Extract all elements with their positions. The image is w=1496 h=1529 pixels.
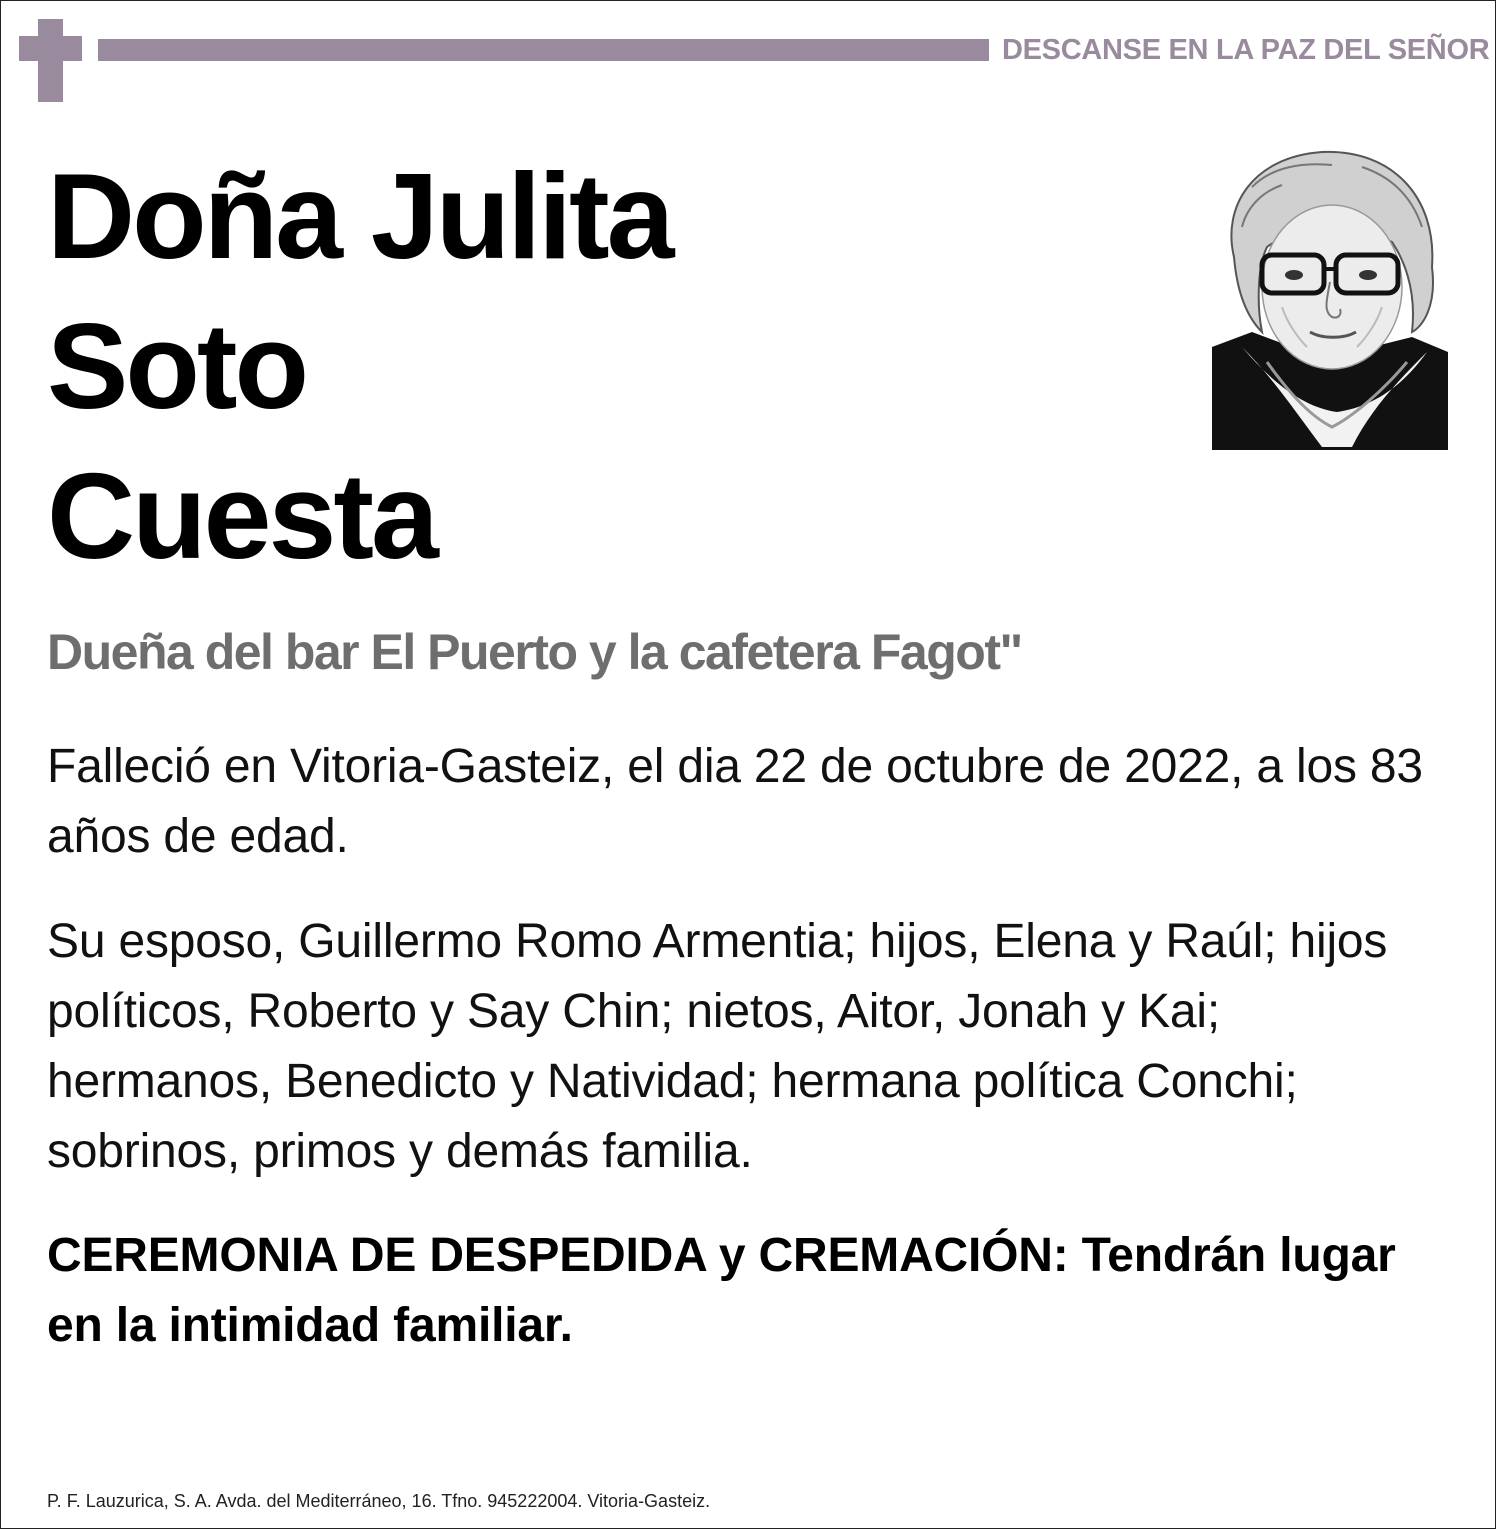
ceremony-notice: CEREMONIA DE DESPEDIDA y CREMACIÓN: Tendrán lugar en la intimidad familiar. xyxy=(47,1229,1396,1352)
header-motto: DESCANSE EN LA PAZ DEL SEÑOR xyxy=(1002,34,1490,66)
name-line-1: Doña Julita xyxy=(47,148,672,284)
subtitle: Dueña del bar El Puerto y la cafetera Fagot" xyxy=(47,624,1022,680)
funeral-home-footer: P. F. Lauzurica, S. A. Avda. del Mediterráneo, 16. Tfno. 945222004. Vitoria-Gasteiz. xyxy=(47,1491,711,1511)
family-list: Su esposo, Guillermo Romo Armentia; hijos, Elena y Raúl; hijos políticos, Roberto y Say Chin; nietos, Aitor, Jonah y Kai; hermanos, Benedicto y Natividad; hermana política Conchi; sobrinos, primos y demás familia. xyxy=(47,915,1388,1178)
name-line-3: Cuesta xyxy=(47,448,436,584)
portrait-photo xyxy=(1212,147,1448,450)
cross-icon-bar xyxy=(19,36,82,61)
death-notice: Falleció en Vitoria-Gasteiz, el dia 22 de octubre de 2022, a los 83 años de edad. xyxy=(47,740,1423,863)
deceased-name xyxy=(47,141,1147,591)
header-rule xyxy=(98,39,989,61)
name-line-2: Soto xyxy=(47,298,307,434)
